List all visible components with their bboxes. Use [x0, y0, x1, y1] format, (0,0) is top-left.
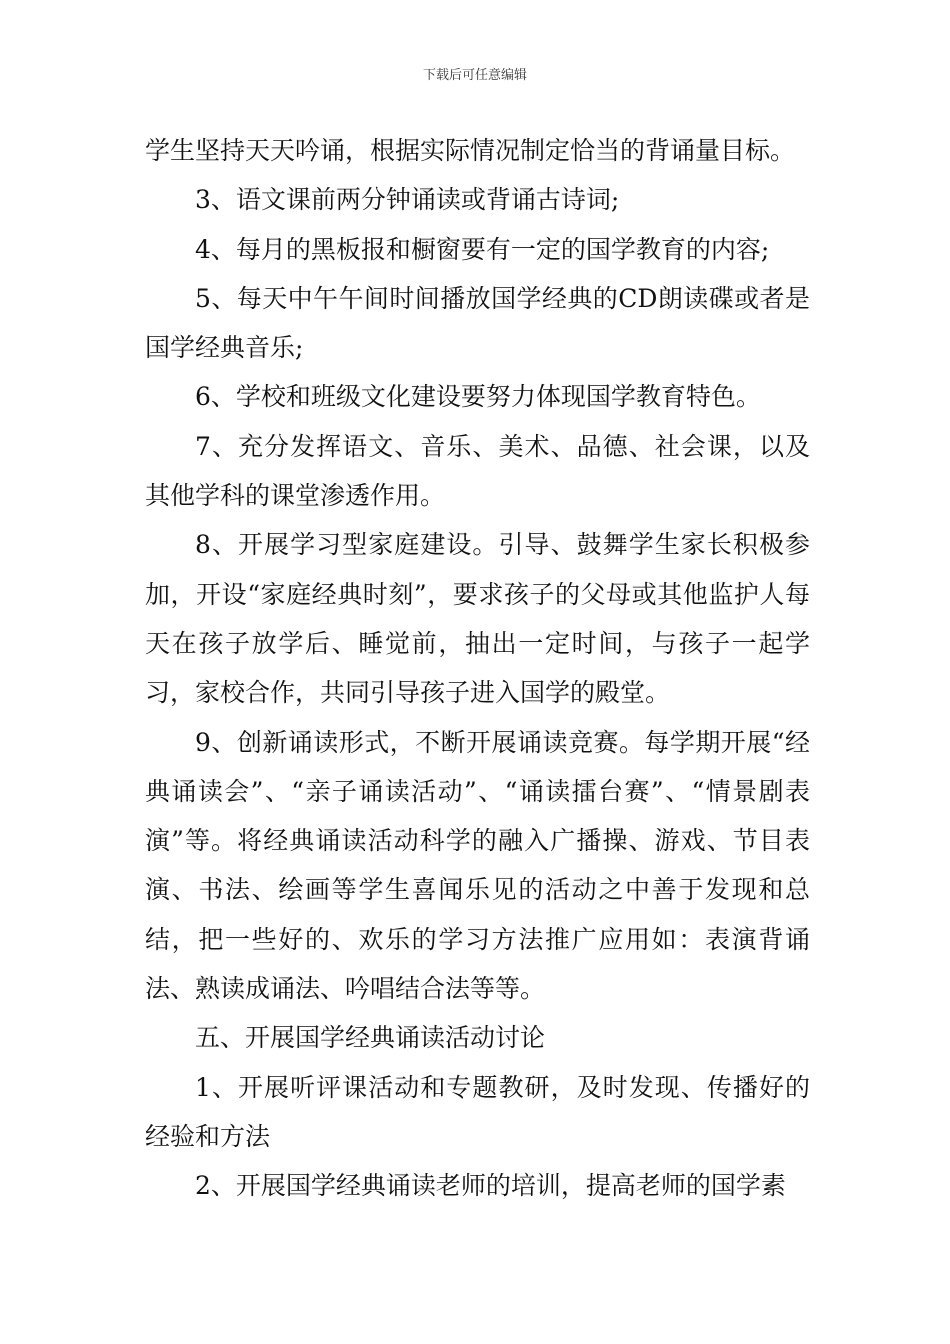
paragraph-7: 9、创新诵读形式，不断开展诵读竞赛。每学期开展“经典诵读会”、“亲子诵读活动”、“诵读擂台赛”、“情景剧表演”等。将经典诵读活动科学的融入广播操、游戏、节目表演、书法、绘画等学生喜闻乐见的活动之中善于发现和总结，把一些好的、欢乐的学习方法推广应用如：表演背诵法、熟读成诵法、吟唱结合法等等。 — [145, 727, 810, 1004]
paragraph-9: 1、开展听评课活动和专题教研，及时发现、传播好的经验和方法 — [145, 1072, 810, 1151]
paragraph-10: 2、开展国学经典诵读老师的培训，提高老师的国学素 — [195, 1171, 786, 1201]
page-header-note: 下载后可任意编辑 — [422, 68, 527, 83]
section-heading: 五、开展国学经典诵读活动讨论 — [195, 1023, 546, 1053]
paragraph-5: 7、充分发挥语文、音乐、美术、品德、社会课，以及其他学科的课堂渗透作用。 — [145, 431, 810, 511]
paragraph-6: 8、开展学习型家庭建设。引导、鼓舞学生家长积极参加，开设“家庭经典时刻”，要求孩子的父母或其他监护人每天在孩子放学后、睡觉前，抽出一定时间，与孩子一起学习，家校合作，共同引导孩子进入国学的殿堂。 — [145, 530, 810, 708]
paragraph-2: 4、每月的黑板报和橱窗要有一定的国学教育的内容; — [195, 234, 770, 264]
paragraph-3: 5、每天中午午间时间播放国学经典的CD朗读碟或者是国学经典音乐; — [145, 283, 810, 363]
paragraph-4: 6、学校和班级文化建设要努力体现国学教育特色。 — [195, 382, 761, 412]
paragraph-1: 3、语文课前两分钟诵读或背诵古诗词; — [195, 185, 620, 215]
paragraph-0: 学生坚持天天吟诵，根据实际情况制定恰当的背诵量目标。 — [145, 136, 796, 165]
document-body — [145, 126, 810, 1211]
